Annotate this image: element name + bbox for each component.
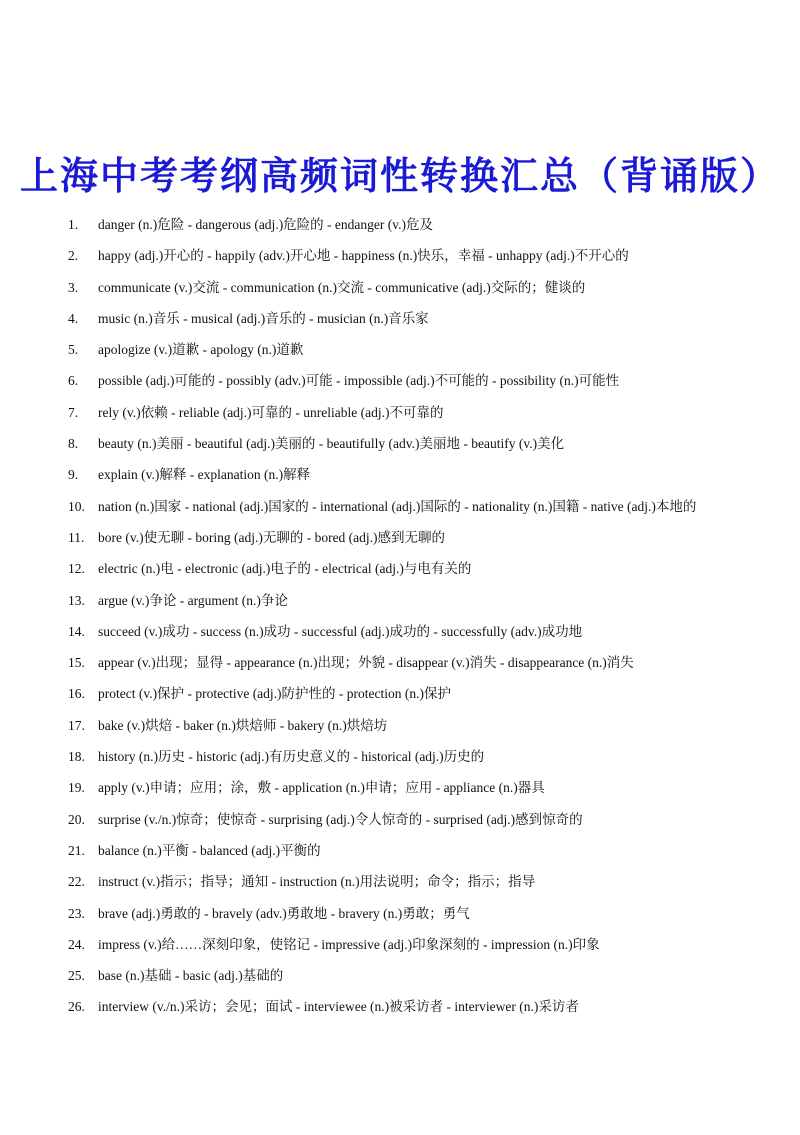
item-number: 14. (68, 623, 85, 639)
item-number: 4. (68, 310, 79, 326)
item-text: beauty (n.)美丽 - beautiful (adj.)美丽的 - beautifully (adv.)美丽地 - beautify (v.)美化 (98, 436, 565, 452)
item-text: danger (n.)危险 - dangerous (adj.)危险的 - endanger (v.)危及 (98, 217, 434, 232)
item-number: 26. (68, 999, 85, 1015)
list-item (68, 433, 732, 455)
list-item (68, 934, 732, 956)
item-text: rely (v.)依赖 - reliable (adj.)可靠的 - unreliable (adj.)不可靠的 (98, 404, 444, 420)
word-list (68, 214, 732, 1028)
item-number: 11. (68, 529, 85, 545)
item-text: appear (v.)出现；显得 - appearance (n.)出现；外貌 - disappear (v.)消失 - disappearance (n.)消失 (98, 655, 634, 671)
list-item (68, 370, 732, 392)
item-number: 20. (68, 811, 85, 827)
item-number: 5. (68, 342, 79, 358)
list-item (68, 308, 732, 330)
list-item (68, 339, 732, 361)
item-text: history (n.)历史 - historic (adj.)有历史意义的 - historical (adj.)历史的 (98, 749, 485, 765)
list-item (68, 652, 732, 674)
item-text: impress (v.)给……深刻印象，使铭记 - impressive (adj.)印象深刻的 - impression (n.)印象 (98, 936, 600, 952)
list-item (68, 464, 732, 486)
item-number: 1. (68, 217, 79, 232)
item-text: apply (v.)申请；应用；涂，敷 - application (n.)申请；应用 - appliance (n.)器具 (98, 780, 545, 796)
item-number: 24. (68, 936, 85, 952)
document-title: 上海中考考纲高频词性转换汇总（背诵版） (19, 156, 780, 199)
item-text: balance (n.)平衡 - balanced (adj.)平衡的 (98, 842, 321, 858)
list-item (68, 590, 732, 612)
item-number: 19. (68, 780, 85, 796)
list-item (68, 903, 732, 925)
item-text: interview (v./n.)采访；会见；面试 - interviewee (n.)被采访者 - interviewer (n.)采访者 (98, 999, 579, 1015)
item-number: 25. (68, 968, 85, 984)
list-item (68, 715, 732, 737)
item-text: instruct (v.)指示；指导；通知 - instruction (n.)用法说明；命令；指示；指导 (98, 874, 536, 890)
item-text: bake (v.)烘焙 - baker (n.)烘焙师 - bakery (n.)烘焙坊 (98, 717, 388, 733)
item-text: succeed (v.)成功 - success (n.)成功 - successful (adj.)成功的 - successfully (adv.)成功地 (98, 623, 583, 639)
item-number: 23. (68, 905, 85, 921)
item-number: 16. (68, 686, 85, 702)
list-item (68, 527, 732, 549)
item-text: nation (n.)国家 - national (adj.)国家的 - international (adj.)国际的 - nationality (n.)国籍 - native (adj.)本地的 (98, 498, 697, 514)
item-text: base (n.)基础 - basic (adj.)基础的 (98, 968, 284, 984)
item-text: music (n.)音乐 - musical (adj.)音乐的 - musician (n.)音乐家 (98, 310, 429, 326)
item-number: 18. (68, 749, 85, 765)
item-text: electric (n.)电 - electronic (adj.)电子的 - electrical (adj.)与电有关的 (98, 561, 472, 577)
item-text: communicate (v.)交流 - communication (n.)交流 - communicative (adj.)交际的；健谈的 (98, 279, 586, 295)
item-text: possible (adj.)可能的 - possibly (adv.)可能 - impossible (adj.)不可能的 - possibility (n.)可能性 (98, 373, 620, 389)
list-item (68, 214, 732, 236)
item-number: 2. (68, 248, 79, 264)
item-text: explain (v.)解释 - explanation (n.)解释 (98, 467, 311, 483)
list-item (68, 496, 732, 518)
item-text: happy (adj.)开心的 - happily (adv.)开心地 - happiness (n.)快乐，幸福 - unhappy (adj.)不开心的 (98, 248, 629, 264)
item-number: 7. (68, 404, 79, 420)
list-item (68, 683, 732, 705)
list-item (68, 245, 732, 267)
item-number: 6. (68, 373, 79, 389)
item-text: brave (adj.)勇敢的 - bravely (adv.)勇敢地 - bravery (n.)勇敢；勇气 (98, 905, 470, 921)
list-item (68, 621, 732, 643)
item-number: 9. (68, 467, 79, 483)
item-number: 8. (68, 436, 79, 452)
item-text: surprise (v./n.)惊奇；使惊奇 - surprising (adj.)令人惊奇的 - surprised (adj.)感到惊奇的 (98, 811, 583, 827)
list-item (68, 277, 732, 299)
item-number: 15. (68, 655, 85, 671)
item-number: 12. (68, 561, 85, 577)
list-item (68, 840, 732, 862)
list-item (68, 777, 732, 799)
item-number: 22. (68, 874, 85, 890)
item-number: 3. (68, 279, 79, 295)
list-item (68, 402, 732, 424)
item-number: 10. (68, 498, 85, 514)
list-item (68, 996, 732, 1018)
list-item (68, 871, 732, 893)
list-item (68, 558, 732, 580)
item-text: protect (v.)保护 - protective (adj.)防护性的 - protection (n.)保护 (98, 686, 452, 702)
list-item (68, 965, 732, 987)
item-text: bore (v.)使无聊 - boring (adj.)无聊的 - bored (adj.)感到无聊的 (98, 529, 446, 545)
item-number: 17. (68, 717, 85, 733)
item-number: 13. (68, 592, 85, 608)
list-item (68, 809, 732, 831)
list-item (68, 746, 732, 768)
item-number: 21. (68, 842, 85, 858)
item-text: argue (v.)争论 - argument (n.)争论 (98, 592, 288, 608)
item-text: apologize (v.)道歉 - apology (n.)道歉 (98, 342, 304, 358)
